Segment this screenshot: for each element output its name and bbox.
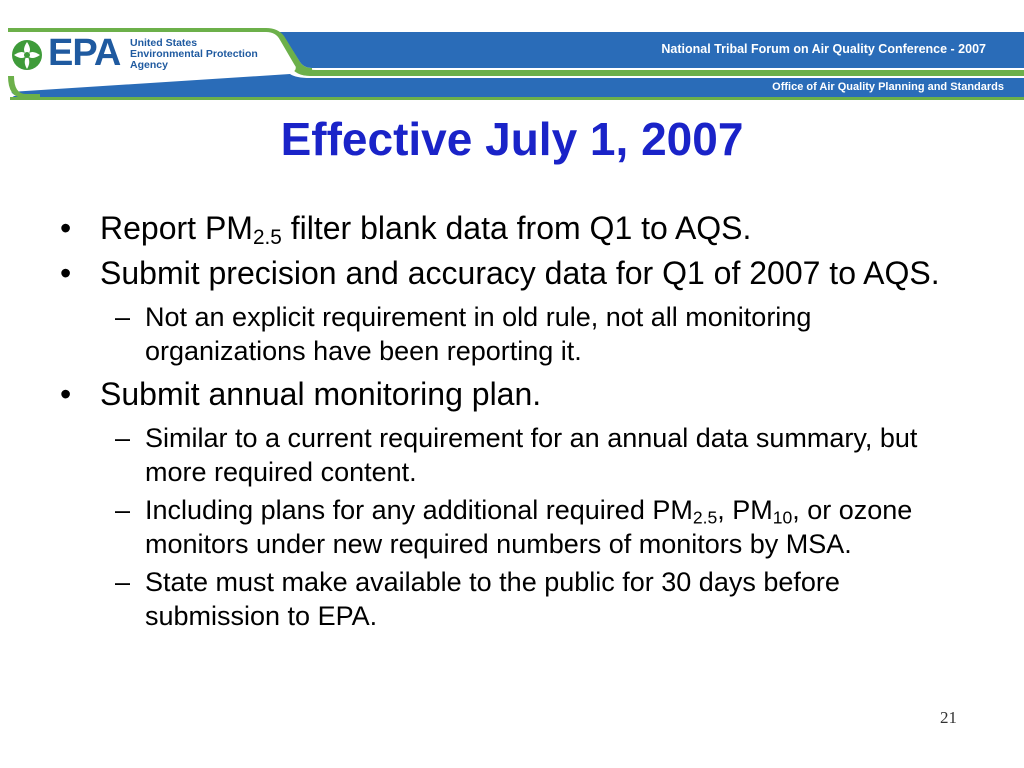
sub-bullet-text-part: , or ozone monitors under new required numbers of monitors by MSA.	[145, 495, 913, 559]
bullet-text: Submit annual monitoring plan.	[100, 376, 542, 412]
bullet-item	[60, 255, 970, 292]
bullet-marker: •	[60, 376, 72, 412]
subscript: 2.5	[252, 226, 282, 250]
dash-marker: –	[115, 567, 131, 597]
sub-bullet-item	[115, 421, 970, 489]
sub-bullet-text: State must make available to the public for 30 days before submission to EPA.	[145, 567, 840, 631]
dash-marker: –	[115, 302, 131, 332]
sub-bullet-item	[115, 493, 970, 561]
slide-title: Effective July 1, 2007	[280, 113, 744, 165]
sub-bullet-item	[115, 300, 970, 368]
dash-marker: –	[115, 423, 131, 453]
sub-bullet-text-part: Including plans for any additional required PM	[145, 495, 693, 525]
bullet-item	[60, 376, 970, 413]
sub-bullet-text: Not an explicit requirement in old rule, not all monitoring organizations have been reporting it.	[145, 302, 812, 366]
office-title: Office of Air Quality Planning and Standards	[772, 81, 1004, 93]
conference-title: National Tribal Forum on Air Quality Conference - 2007	[661, 42, 986, 56]
epa-logo	[10, 32, 272, 76]
bullet-text-before: Report PM	[100, 210, 253, 246]
dash-marker: –	[115, 495, 131, 525]
agency-name: United States Environmental Protection Agency	[130, 37, 258, 71]
epa-flower-icon	[10, 38, 44, 72]
bullet-text-after: filter blank data from Q1 to AQS.	[281, 210, 752, 246]
sub-bullet-text-part: , PM	[717, 495, 773, 525]
bullet-item	[60, 210, 970, 250]
bullet-marker: •	[60, 210, 72, 246]
subscript: 10	[772, 507, 793, 528]
epa-logo-wordmark: EPA	[48, 32, 121, 74]
page-number: 21	[940, 708, 957, 727]
subscript: 2.5	[692, 507, 718, 528]
slide-body	[60, 210, 970, 637]
bullet-marker: •	[60, 255, 72, 291]
header-banner	[0, 0, 1024, 100]
sub-bullet-item	[115, 565, 970, 633]
sub-bullet-text: Similar to a current requirement for an annual data summary, but more required content.	[145, 423, 918, 487]
bullet-text: Submit precision and accuracy data for Q1 of 2007 to AQS.	[100, 255, 940, 291]
